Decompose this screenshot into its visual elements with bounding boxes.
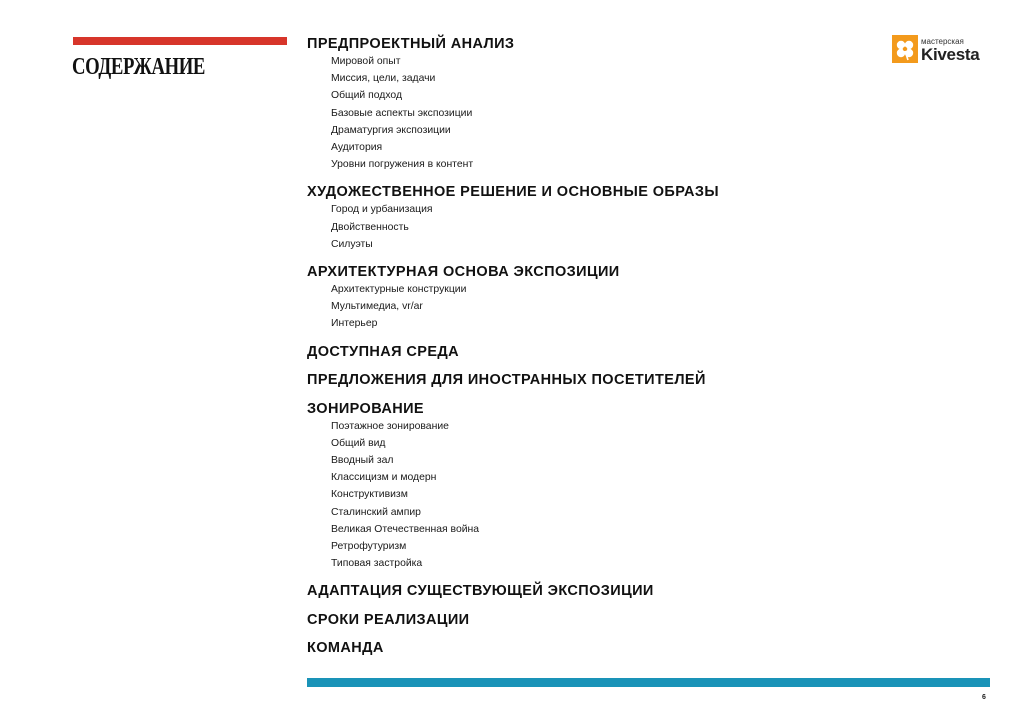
toc-subitems <box>307 53 867 173</box>
toc-subitem[interactable]: Общий подход <box>331 90 403 102</box>
toc-subitem[interactable]: Мультимедиа, vr/ar <box>331 301 423 313</box>
toc-subitem[interactable]: Конструктивизм <box>331 489 408 501</box>
toc-subitem[interactable]: Аудитория <box>331 142 383 154</box>
toc-section <box>307 264 867 333</box>
toc-subitem[interactable]: Город и урбанизация <box>331 204 433 216</box>
toc-subitem[interactable]: Ретрофутуризм <box>331 541 407 553</box>
toc-section-title[interactable]: ЗОНИРОВАНИЕ <box>307 400 425 417</box>
toc-section <box>307 36 867 173</box>
toc-section <box>307 612 867 629</box>
toc-section <box>307 583 867 600</box>
toc-subitem[interactable]: Драматургия экспозиции <box>331 124 451 136</box>
toc-subitems <box>307 201 867 253</box>
toc-subitem[interactable]: Классицизм и модерн <box>331 472 437 484</box>
toc-section-title[interactable]: ПРЕДЛОЖЕНИЯ ДЛЯ ИНОСТРАННЫХ ПОСЕТИТЕЛЕЙ <box>307 372 706 389</box>
toc-section-title[interactable]: СРОКИ РЕАЛИЗАЦИИ <box>307 611 470 628</box>
toc-section-title[interactable]: ПРЕДПРОЕКТНЫЙ АНАЛИЗ <box>307 36 515 52</box>
toc-subitem[interactable]: Архитектурные конструкции <box>331 284 467 296</box>
kivesta-logo <box>892 35 992 67</box>
toc-subitem[interactable]: Типовая застройка <box>331 558 423 570</box>
title-accent-bar <box>73 37 287 45</box>
toc-subitem[interactable]: Великая Отечественная война <box>331 523 480 535</box>
logo-brand: Kivesta <box>921 45 980 64</box>
footer-accent-bar <box>307 678 990 687</box>
toc-subitem[interactable]: Силуэты <box>331 238 373 250</box>
toc-subitems <box>307 281 867 333</box>
toc-subitem[interactable]: Интерьер <box>331 318 378 330</box>
toc-section-title[interactable]: АДАПТАЦИЯ СУЩЕСТВУЮЩЕЙ ЭКСПОЗИЦИИ <box>307 583 654 600</box>
toc-subitem[interactable]: Общий вид <box>331 437 386 449</box>
toc-section-title[interactable]: ДОСТУПНАЯ СРЕДА <box>307 343 460 360</box>
toc-section <box>307 184 867 253</box>
toc-section-title[interactable]: АРХИТЕКТУРНАЯ ОСНОВА ЭКСПОЗИЦИИ <box>307 264 620 281</box>
toc-subitem[interactable]: Сталинский ампир <box>331 506 421 518</box>
toc-subitem[interactable]: Поэтажное зонирование <box>331 420 449 432</box>
toc-subitem[interactable]: Базовые аспекты экспозиции <box>331 107 473 119</box>
toc-subitem[interactable]: Мировой опыт <box>331 56 401 67</box>
toc-section <box>307 640 867 657</box>
toc-section-title[interactable]: ХУДОЖЕСТВЕННОЕ РЕШЕНИЕ И ОСНОВНЫЕ ОБРАЗЫ <box>307 184 719 201</box>
toc-subitem[interactable]: Двойственность <box>331 221 409 233</box>
toc-subitem[interactable]: Уровни погружения в контент <box>331 159 474 171</box>
toc-section-title[interactable]: КОМАНДА <box>307 640 384 657</box>
clover-icon <box>892 35 918 63</box>
toc-subitems <box>307 418 867 573</box>
toc-subitem[interactable]: Вводный зал <box>331 455 394 467</box>
page-number: 6 <box>982 694 986 701</box>
toc-title: СОДЕРЖАНИЕ <box>72 54 206 80</box>
toc-section <box>307 344 867 361</box>
table-of-contents <box>307 36 867 669</box>
logo-subtitle: мастерская <box>921 37 964 46</box>
toc-section <box>307 401 867 573</box>
toc-subitem[interactable]: Миссия, цели, задачи <box>331 73 436 85</box>
toc-section <box>307 372 867 389</box>
